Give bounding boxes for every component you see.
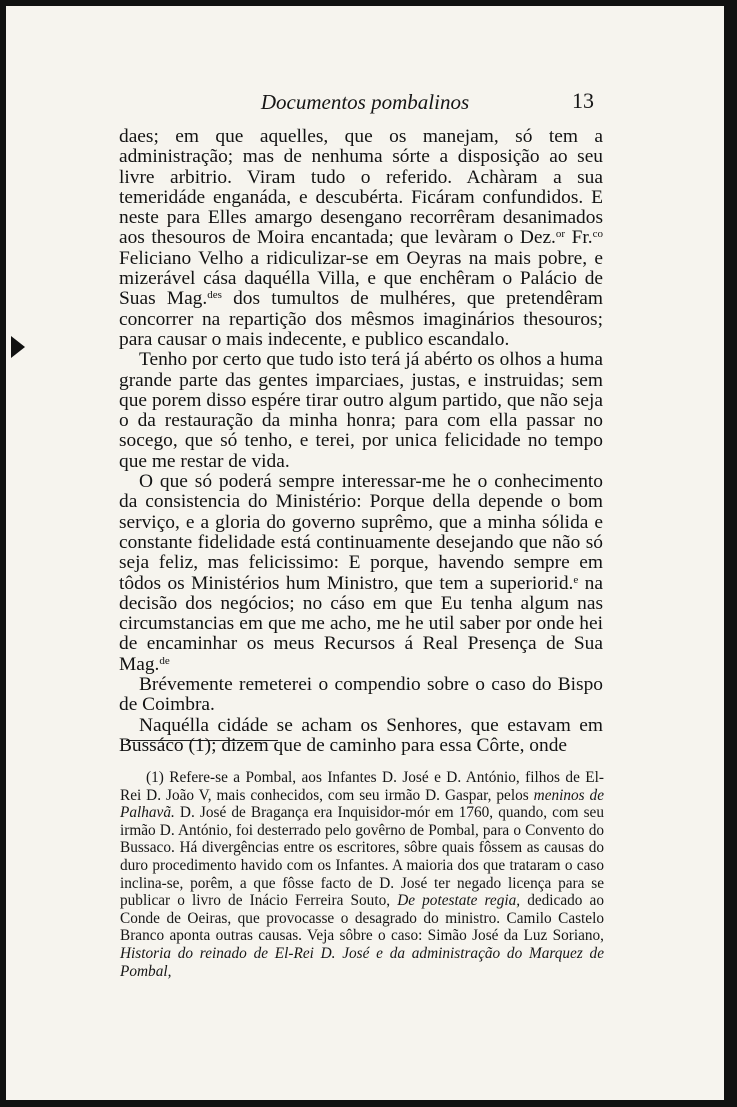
margin-pointer-mark (11, 336, 25, 358)
page-number: 13 (572, 88, 594, 113)
paragraph-1: daes; em que aquelles, que os manejam, só tem a administração; mas de nenhuma sórte a disposição ao seu livre arbitrio. Viram tudo o referido. Achàram a sua temeridáde enganáda, e descubérta. Ficáram confundidos. E neste para Elles amargo desengano recorrêram desanimados aos thesouros de Moira encantada; que levàram o Dez.$^{or}$ Fr.$^{co}$ Feliciano Velho a ridiculizar-se em Oeyras na mais pobre, e mizerável cása daquélla Villa, e que enchêram o Palácio de Suas Mag.$^{des}$ dos tumultos de mulhéres, que pretendêram concorrer na repartição dos mêsmos imaginários thesouros; para causar o mais indecente, e publico escandalo. (119, 126, 603, 350)
paragraph-5: Naquélla cidáde se acham os Senhores, que estavam em Bussáco (1); dizem que de caminho para essa Côrte, onde (119, 714, 603, 756)
main-text (119, 127, 603, 756)
footnote-divider (126, 740, 278, 741)
paragraph-2: Tenho por certo que tudo isto terá já abérto os olhos a huma grande parte das gentes imparciaes, justas, e instruidas; sem que porem disso espére tirar outro algum partido, que não seja o da restauração da minha honra; para com ella passar no socego, que só tenho, e terei, por unica felicidade no tempo que me restar de vida. (119, 349, 603, 472)
book-page (6, 6, 724, 1100)
paragraph-3: O que só poderá sempre interessar-me he o conhecimento da consistencia do Ministério: Porque della depende o bom serviço, e a gloria do governo suprêmo, que a minha sólida e constante fidelidade está continuamente desejando que não só seja feliz, mas felicissimo: E porque, havendo sempre em tôdos os Ministérios hum Ministro, que tem a superiorid.$^e$ na decisão dos negócios; no cáso em que Eu tenha algum nas circumstancias em que me acho, me he util saber por onde hei de encaminhar os meus Recursos á Real Presença de Sua Mag.$^{de}$ (119, 471, 603, 675)
footnote: (1) Refere-se a Pombal, aos Infantes D. José e D. António, filhos de El-Rei D. João V, mais conhecidos, com seu irmão D. Gaspar, pelos meninos de Palhavã. D. José de Bragança era Inquisidor-mór em 1760, quando, com seu irmão D. António, foi desterrado pelo govêrno de Pombal, para o Convento do Bussaco. Há divergências entre os escritores, sôbre quais fôssem as causas do duro procedimento havido com os Infantes. A maioria dos que trataram o caso inclina-se, porêm, a que fôsse facto de D. José ter negado licença para se publicar o livro de Inácio Ferreira Souto, De potestate regia, dedicado ao Conde de Oeiras, que provocasse o desagrado do ministro. Camilo Castelo Branco aponta outras causas. Veja sôbre o caso: Simão José da Luz Soriano, Historia do reinado de El-Rei D. José e da administração do Marquez de Pombal, (120, 769, 604, 980)
page-header (6, 90, 724, 118)
paragraph-4: Brévemente remeterei o compendio sobre o caso do Bispo de Coimbra. (119, 674, 603, 716)
running-title: Documentos pombalinos (260, 90, 470, 114)
